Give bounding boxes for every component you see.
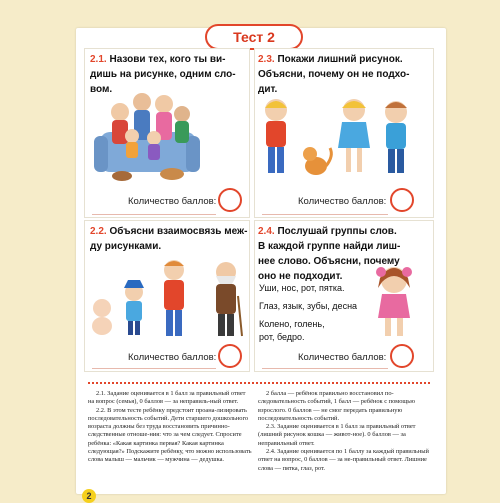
task-line: дишь на рисунке, одним сло- xyxy=(90,69,236,80)
teacher-notes-right xyxy=(258,390,430,473)
score-line xyxy=(92,214,216,215)
score-input-circle[interactable] xyxy=(218,344,242,368)
score-input-circle[interactable] xyxy=(390,344,414,368)
task-line: Послушай группы слов. xyxy=(277,226,397,237)
task-line: оно не подходит. xyxy=(258,271,343,282)
teacher-notes-left xyxy=(88,390,252,465)
word-group: рот, бедро. xyxy=(259,332,305,342)
page-number: 2 xyxy=(82,489,96,503)
note-paragraph: 2.1. Задание оценивается в 1 балл за правильный ответ на вопрос (семья), 0 баллов — за неправиль-ный ответ. xyxy=(88,390,246,406)
life-stages-illustration xyxy=(88,256,248,340)
task-line: Объясни, почему он не подхо- xyxy=(258,69,410,80)
task-line: ду рисунками. xyxy=(90,241,162,252)
task-line: В каждой группе найди лиш- xyxy=(258,241,401,252)
task-number: 2.3. xyxy=(258,54,275,65)
score-line xyxy=(262,214,388,215)
note-paragraph: 2.4. Задание оценивается по 1 баллу за каждый правильный ответ на вопрос, 0 баллов — за не-правильный ответ. Лишние слова — пятка, глаз, рот. xyxy=(258,448,429,472)
task-line: Объясни взаимосвязь меж- xyxy=(109,226,248,237)
test-title: Тест 2 xyxy=(205,24,303,50)
score-line xyxy=(92,368,216,369)
task-line: нее слово. Объясни, почему xyxy=(258,256,400,267)
family-illustration xyxy=(92,84,202,184)
task-number: 2.1. xyxy=(90,54,107,65)
section-divider xyxy=(88,382,430,384)
children-and-cat-illustration xyxy=(258,96,418,182)
task-2-2-text xyxy=(90,224,250,254)
score-label: Количество баллов: xyxy=(128,196,217,207)
task-number: 2.2. xyxy=(90,226,107,237)
score-label: Количество баллов: xyxy=(298,196,387,207)
word-group: Глаз, язык, зубы, десна xyxy=(259,301,358,311)
note-paragraph: 2.3. Задание оценивается в 1 балл за правильный ответ (лишний рисунок кошка — живот-ное). 0 баллов — за неправильный ответ. xyxy=(258,423,416,447)
score-label: Количество баллов: xyxy=(298,352,387,363)
score-line xyxy=(262,368,388,369)
note-paragraph: 2 балла — ребёнок правильно восстановил по-следовательность событий, 1 балл — ребёнок с помощью взрослого. 0 баллов — не смог передать правильную последовательность событий. xyxy=(258,390,415,422)
note-paragraph: 2.2. В этом тесте ребёнку предстоит проана-лизировать последовательность событий. Дети старшего дошкольного возраста должны без труда восстановить причинно-следственные отноше-ния: что за чем следует. Спросите ребёнка: «Какая картинка первая? Какая картинка следующая?» Подскажите ребёнку, что можно использовать слова малыш — мальчик — мужчина — дедушка. xyxy=(88,406,252,464)
task-line: вом. xyxy=(90,84,113,95)
score-input-circle[interactable] xyxy=(390,188,414,212)
task-2-3-text xyxy=(258,52,434,97)
score-label: Количество баллов: xyxy=(128,352,217,363)
task-line: Покажи лишний рисунок. xyxy=(277,54,403,65)
task-line: дит. xyxy=(258,84,278,95)
word-groups xyxy=(259,282,389,349)
score-input-circle[interactable] xyxy=(218,188,242,212)
word-group: Уши, нос, рот, пятка. xyxy=(259,283,345,293)
task-number: 2.4. xyxy=(258,226,275,237)
task-line: Назови тех, кого ты ви- xyxy=(109,54,226,65)
word-group: Колено, голень, xyxy=(259,319,325,329)
girl-illustration xyxy=(372,262,416,340)
